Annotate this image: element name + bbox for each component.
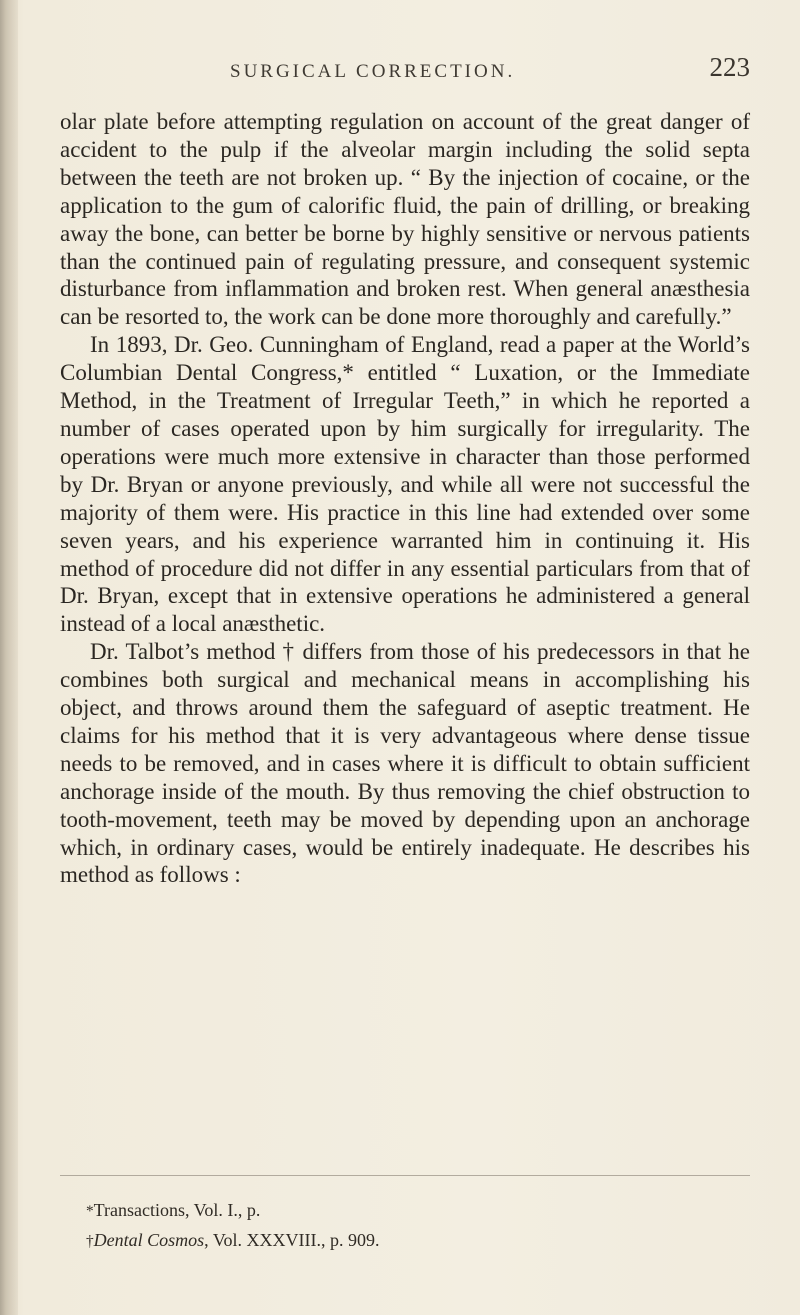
paragraph-cunningham: In 1893, Dr. Geo. Cunningham of England, read a paper at the World’s Columbian Dental Congress,* entitled “ Luxation, or the Immediate Method, in the Treatment of Irregular Teeth,” in which he reported a number of cases operated upon by him surgically for irregularity. The operations were much more extensive in character than those performed by Dr. Bryan or anyone previously, and while all were not successful the majority of them were. His practice in this line had extended over some seven years, and his experience warranted him in continuing it. His method of procedure did not differ in any essential particulars from that of Dr. Bryan, except that in extensive operations he administered a general instead of a local anæsthetic. xyxy=(60,332,750,637)
page-number: 223 xyxy=(709,52,750,82)
footnote-journal-title: Dental Cosmos xyxy=(93,1230,205,1250)
footnote-mark-dagger: † xyxy=(86,1233,94,1250)
footnotes xyxy=(86,1196,706,1256)
footnote-text: Transactions, Vol. I., p. xyxy=(93,1200,261,1220)
footnote-transactions xyxy=(86,1196,706,1226)
footnote-rule xyxy=(60,1175,750,1176)
page-header xyxy=(60,54,750,88)
running-head: SURGICAL CORRECTION. xyxy=(230,61,516,82)
paragraph-talbot: Dr. Talbot’s method † differs from those of his predecessors in that he combines both surgical and mechanical means in accomplishing his object, and throws around them the safeguard of aseptic treatment. He claims for his method that it is very advantageous where dense tissue needs to be removed, and in cases where it is difficult to obtain sufficient anchorage inside of the mouth. By thus removing the chief obstruction to tooth-movement, teeth may be moved by depending upon an anchorage which, in ordinary cases, would be entirely inadequate. He describes his method as follows : xyxy=(60,639,750,888)
main-text xyxy=(60,108,750,889)
footnote-dental-cosmos xyxy=(86,1226,706,1256)
page-gutter-shadow xyxy=(0,0,18,1315)
paragraph-continuation: olar plate before attempting regulation on account of the great danger of accident to the pulp if the alveolar margin including the solid septa between the teeth are not broken up. “ By the injection of cocaine, or the application to the gum of calorific fluid, the pain of drilling, or breaking away the bone, can better be borne by highly sensitive or nervous patients than the continued pain of regulating pressure, and consequent systemic disturbance from inflammation and broken rest. When general anæsthesia can be resorted to, the work can be done more thoroughly and carefully.” xyxy=(60,109,750,330)
footnote-mark-asterisk: * xyxy=(86,1203,94,1220)
footnote-text: , Vol. XXXVIII., p. 909. xyxy=(204,1230,380,1250)
